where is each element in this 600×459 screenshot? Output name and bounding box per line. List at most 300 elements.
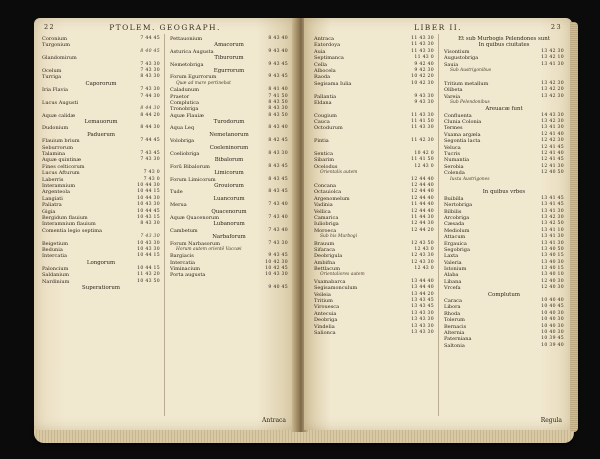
- place-coordinates: 7 43 30: [140, 234, 160, 240]
- place-coordinates: 13 40 15: [541, 253, 564, 259]
- place-coordinates: 13 42 20: [541, 87, 564, 93]
- place-coordinates: 13 40 50: [541, 246, 564, 252]
- place-name: Gigia: [42, 208, 56, 215]
- place-name: Orientaliores autem: [320, 272, 365, 278]
- place-coordinates: 7 43 0: [143, 176, 160, 182]
- place-name: Cella: [314, 61, 327, 68]
- place-name: Brauum: [314, 240, 335, 247]
- place-name: Segisama Iulia: [314, 80, 352, 87]
- place-coordinates: 9 43 45: [268, 61, 288, 67]
- place-name: Virouesca: [314, 304, 340, 311]
- place-name: Octauiolca: [314, 189, 342, 196]
- place-name: Sentica: [314, 151, 333, 158]
- place-name: Iuliobriga: [314, 221, 339, 228]
- place-name: Libora: [444, 304, 461, 311]
- place-name: Seburrorum: [42, 144, 73, 151]
- place-name: Argenomelum: [314, 195, 350, 202]
- place-name: Turriga: [42, 74, 62, 81]
- place-coordinates: 10 40 45: [541, 304, 564, 310]
- place-coordinates: 12 41 40: [541, 131, 564, 137]
- place-coordinates: 8 44 20: [140, 112, 160, 118]
- place-coordinates: 10 43 30: [137, 202, 160, 208]
- place-name: Bilbilis: [444, 208, 462, 215]
- place-coordinates: 12 40 30: [541, 285, 564, 291]
- place-name: Orientalis autem: [320, 170, 358, 176]
- place-coordinates: 10 42 30: [265, 259, 288, 265]
- place-coordinates: 7 43 40: [268, 227, 288, 233]
- place-name: Limicorum: [214, 170, 244, 177]
- place-coordinates: 7 41 50: [268, 93, 288, 99]
- place-name: Concana: [314, 182, 337, 189]
- place-name: Forum Limicorum: [170, 176, 216, 183]
- place-name: Veileia: [314, 291, 331, 298]
- place-name: Paliatra: [42, 202, 62, 209]
- place-name: Aquæ Flauiæ: [170, 112, 204, 119]
- place-name: Confluenta: [444, 112, 472, 119]
- place-name: Egurrorum: [213, 67, 245, 74]
- place-name: Complutica: [170, 99, 199, 106]
- place-name: Lubanorum: [213, 221, 245, 228]
- right-page: [304, 18, 572, 430]
- place-name: Turodorum: [213, 119, 245, 126]
- place-coordinates: 12 43 30: [411, 253, 434, 259]
- place-coordinates: 13 43 45: [411, 298, 434, 304]
- place-name: Intercatia: [170, 259, 195, 266]
- place-name: Bernacis: [444, 323, 467, 330]
- place-coordinates: 12 44 30: [411, 221, 434, 227]
- place-name: Capororum: [85, 80, 117, 87]
- place-coordinates: 9 43 30: [414, 99, 434, 105]
- place-name: Aquæ Quacenorum: [170, 214, 219, 221]
- place-name: Talamina: [42, 151, 66, 158]
- place-name: Langiati: [42, 195, 63, 202]
- place-coordinates: 11 41 50: [411, 157, 434, 163]
- page-edges-right: [570, 22, 578, 432]
- place-coordinates: 10 44 15: [137, 266, 160, 272]
- place-name: Amacorum: [214, 42, 244, 49]
- place-coordinates: 12 40 30: [541, 278, 564, 284]
- section-heading: [42, 285, 160, 291]
- left-column-rule: [164, 34, 165, 416]
- place-coordinates: 8 43 45: [268, 163, 288, 169]
- place-name: Sauia: [444, 61, 459, 68]
- place-name: Alaba: [444, 272, 459, 279]
- place-coordinates: 12 44 20: [411, 227, 434, 233]
- place-coordinates: 10 44 30: [137, 182, 160, 188]
- place-name: Forum Narbasorum: [170, 240, 221, 247]
- place-name: Ocelodus: [314, 163, 338, 170]
- place-name: Sub Austrigonibus: [450, 67, 492, 73]
- place-name: Salionca: [314, 329, 336, 336]
- place-name: Narbaforum: [212, 234, 246, 241]
- place-name: Paduerum: [87, 131, 115, 138]
- place-coordinates: 8 43 30: [268, 106, 288, 112]
- place-name: Bergidum flauium: [42, 214, 88, 221]
- place-name: Horum autem orientē Vaccæi: [176, 246, 242, 252]
- place-coordinates: 13 42 30: [541, 214, 564, 220]
- left-page-number: 22: [44, 23, 56, 31]
- place-name: Pallantia: [314, 93, 337, 100]
- place-name: Laberris: [42, 176, 64, 183]
- right-column-1: [314, 36, 434, 336]
- place-name: Segisamonculum: [314, 285, 358, 292]
- place-coordinates: 13 43 30: [411, 310, 434, 316]
- place-coordinates: 8 40 45: [140, 48, 160, 54]
- place-coordinates: 9 43 40: [268, 48, 288, 54]
- place-coordinates: 10 44 45: [137, 208, 160, 214]
- place-coordinates: 8 43 45: [268, 176, 288, 182]
- place-name: Deobriga: [314, 317, 338, 324]
- place-name: Antecuia: [314, 310, 337, 317]
- place-name: Ambifna: [314, 259, 336, 266]
- place-name: Merua: [170, 202, 187, 209]
- place-coordinates: 10 40 30: [541, 310, 564, 316]
- place-coordinates: 13 41 45: [541, 202, 564, 208]
- place-name: Segobriga: [444, 246, 470, 253]
- place-coordinates: 13 42 10: [541, 55, 564, 61]
- place-coordinates: 12 44 40: [411, 176, 434, 182]
- right-page-number: 23: [550, 23, 562, 31]
- place-name: In quibus vrbes: [482, 189, 526, 196]
- place-coordinates: 7 43 30: [140, 61, 160, 67]
- place-coordinates: 12 41 40: [541, 151, 564, 157]
- place-name: Et sub Murbogis Pelendones sunt: [458, 36, 550, 42]
- place-name: Mediolum: [444, 227, 470, 234]
- place-name: Cougium: [314, 112, 337, 119]
- place-name: Nardinium: [42, 278, 70, 285]
- place-name: Pettauonium: [170, 36, 203, 42]
- place-name: Caraca: [444, 298, 462, 305]
- place-name: Eldana: [314, 99, 332, 106]
- place-name: Auia: [314, 48, 326, 55]
- place-name: Interamnium: [42, 182, 76, 189]
- left-column-1: [42, 36, 160, 292]
- place-name: Sub his Murbogi: [320, 234, 358, 240]
- place-coordinates: 7 43 30: [140, 87, 160, 93]
- place-coordinates: 8 43 30: [140, 221, 160, 227]
- place-name: Deobrigula: [314, 253, 343, 260]
- place-name: Laxta: [444, 253, 459, 260]
- place-coordinates: 7 43 40: [268, 202, 288, 208]
- place-entry: [444, 343, 564, 349]
- place-name: Tritium: [314, 298, 333, 305]
- place-coordinates: 12 44 40: [411, 189, 434, 195]
- place-coordinates: 11 43 0: [414, 55, 434, 61]
- place-name: Forum Egurrorum: [170, 74, 217, 81]
- place-coordinates: 13 43 30: [411, 329, 434, 335]
- place-name: Numantia: [444, 157, 470, 164]
- place-coordinates: 10 40 30: [541, 329, 564, 335]
- place-name: Intercatia: [42, 253, 67, 260]
- place-name: Nemetanorum: [209, 131, 249, 138]
- place-coordinates: 12 42 30: [541, 138, 564, 144]
- place-name: Flauium brium: [42, 138, 80, 145]
- place-name: Iuxta Austrigones: [450, 176, 490, 182]
- place-name: Quæ ad mare pertinebat: [176, 80, 231, 86]
- place-name: Forū Bibalorum: [170, 163, 210, 170]
- place-coordinates: 13 40 30: [541, 259, 564, 265]
- place-name: Beigetium: [42, 240, 68, 247]
- left-column-2: [170, 36, 288, 292]
- place-name: Asturica Augusta: [170, 48, 214, 55]
- place-name: Areuacæ funt: [485, 106, 523, 113]
- place-coordinates: 8 43 50: [268, 99, 288, 105]
- place-coordinates: 11 43 30: [411, 48, 434, 54]
- place-coordinates: 13 41 30: [541, 208, 564, 214]
- place-name: Vareia: [444, 93, 461, 100]
- place-name: Paterniana: [444, 336, 472, 343]
- place-name: Alternia: [444, 329, 465, 336]
- place-coordinates: 13 42 30: [541, 80, 564, 86]
- left-running-head: [42, 23, 288, 35]
- place-name: Vxama argæla: [444, 131, 481, 138]
- left-page: [34, 18, 296, 430]
- place-name: Cambetum: [170, 227, 198, 234]
- place-coordinates: 13 44 20: [411, 291, 434, 297]
- place-name: Segontia lacta: [444, 138, 481, 145]
- place-coordinates: 12 40 50: [541, 170, 564, 176]
- place-name: Tude: [170, 189, 183, 196]
- place-name: Eatordoya: [314, 42, 341, 49]
- place-name: Caladunum: [170, 87, 199, 94]
- place-name: Comentia legio septima: [42, 227, 102, 234]
- place-coordinates: 12 41 30: [541, 163, 564, 169]
- place-coordinates: 7 43 30: [140, 67, 160, 73]
- place-name: Vellica: [314, 208, 331, 215]
- place-name: Vindelia: [314, 323, 335, 330]
- place-name: Antraca: [314, 36, 334, 42]
- place-name: Vxamabarca: [314, 278, 346, 285]
- place-coordinates: 8 44 30: [140, 106, 160, 112]
- place-name: Rhoda: [444, 310, 461, 317]
- place-name: Valeria: [444, 259, 462, 266]
- place-name: Interamnium flauium: [42, 221, 96, 228]
- place-coordinates: 13 44 40: [411, 285, 434, 291]
- place-name: Lucus Augusti: [42, 99, 79, 106]
- place-coordinates: 12 44 40: [411, 195, 434, 201]
- place-coordinates: 9 43 45: [268, 74, 288, 80]
- place-coordinates: 13 43 30: [411, 323, 434, 329]
- place-name: Bargiacis: [170, 253, 194, 260]
- place-name: Bibalorum: [214, 157, 244, 164]
- place-name: Augustobriga: [444, 55, 479, 62]
- place-name: Cauca: [314, 119, 330, 126]
- place-name: Coeliobriga: [170, 151, 200, 158]
- place-name: Nemetobriga: [170, 61, 204, 68]
- place-name: Grouiorum: [214, 182, 244, 189]
- place-coordinates: 11 44 40: [411, 202, 434, 208]
- place-coordinates: 10 42 30: [411, 80, 434, 86]
- place-name: Paloncium: [42, 266, 69, 273]
- place-coordinates: 13 43 45: [411, 304, 434, 310]
- place-name: Tronobriga: [170, 106, 199, 113]
- place-name: Saldanium: [42, 272, 69, 279]
- place-coordinates: 10 44 15: [137, 253, 160, 259]
- place-name: Octodurum: [314, 125, 343, 132]
- place-name: Lucus Afturum: [42, 170, 80, 177]
- place-coordinates: 7 44 30: [140, 93, 160, 99]
- place-name: Iria Flavia: [42, 87, 68, 94]
- place-name: Raoda: [314, 74, 331, 81]
- place-coordinates: 12 43 30: [411, 259, 434, 265]
- place-name: Albocela: [314, 67, 336, 74]
- place-coordinates: 12 43 0: [414, 246, 434, 252]
- place-coordinates: 11 42 30: [411, 138, 434, 144]
- right-catchword: Regula: [540, 417, 562, 424]
- place-coordinates: 13 42 30: [541, 48, 564, 54]
- place-name: Clunia Colonia: [444, 119, 482, 126]
- place-coordinates: 13 40 10: [541, 272, 564, 278]
- place-name: Lemauorum: [84, 119, 118, 126]
- place-name: Attacum: [444, 234, 466, 241]
- place-name: Porta augusta: [170, 272, 206, 279]
- place-name: Superatiorum: [82, 285, 120, 292]
- place-coordinates: 10 39 45: [541, 336, 564, 342]
- place-coordinates: 11 43 30: [411, 36, 434, 41]
- place-coordinates: 10 40 30: [541, 317, 564, 323]
- place-name: Aquæ quintinæ: [42, 157, 82, 164]
- place-coordinates: 7 44 45: [140, 138, 160, 144]
- place-coordinates: 12 44 40: [411, 208, 434, 214]
- place-coordinates: 7 43 30: [140, 157, 160, 163]
- place-coordinates: 13 41 45: [541, 195, 564, 201]
- place-name: Saltonia: [444, 342, 465, 349]
- place-name: Aquæ calidæ: [42, 112, 76, 119]
- place-name: Sifaraca: [314, 246, 336, 253]
- place-coordinates: 10 42 45: [265, 266, 288, 272]
- place-coordinates: 10 43 30: [137, 246, 160, 252]
- place-coordinates: 8 43 45: [268, 189, 288, 195]
- place-coordinates: 10 39 40: [541, 342, 564, 348]
- place-coordinates: 8 42 45: [268, 138, 288, 144]
- right-head-title: LIBER II.: [414, 23, 462, 32]
- place-coordinates: 13 42 50: [541, 221, 564, 227]
- place-coordinates: 10 40 40: [541, 298, 564, 304]
- place-coordinates: 11 43 30: [411, 42, 434, 48]
- place-name: Ocelum: [42, 67, 62, 74]
- place-name: Longorum: [86, 259, 116, 266]
- place-entry: [314, 330, 434, 336]
- right-column-rule: [438, 34, 439, 416]
- place-name: Ergauica: [444, 240, 467, 247]
- place-name: Sibarim: [314, 157, 334, 164]
- place-name: Septimanca: [314, 55, 344, 62]
- place-name: Nertobriga: [444, 202, 473, 209]
- place-coordinates: 7 43 45: [140, 151, 160, 157]
- place-name: Complutum: [488, 291, 520, 298]
- place-name: Praetor: [170, 93, 190, 100]
- place-coordinates: 14 43 30: [541, 112, 564, 118]
- place-name: In quibus ciuitates: [478, 42, 530, 49]
- place-coordinates: 10 43 15: [137, 214, 160, 220]
- place-name: Istonium: [444, 266, 467, 273]
- place-name: Volobriga: [170, 138, 195, 145]
- place-coordinates: 12 43 50: [411, 240, 434, 246]
- place-name: Turgonium: [42, 42, 70, 49]
- place-coordinates: 8 44 30: [140, 125, 160, 131]
- place-coordinates: 11 44 30: [411, 214, 434, 220]
- place-coordinates: 8 43 30: [140, 74, 160, 80]
- place-coordinates: 10 42 20: [411, 74, 434, 80]
- place-coordinates: 12 43 0: [414, 163, 434, 169]
- place-coordinates: 12 44 40: [411, 182, 434, 188]
- place-coordinates: 12 41 45: [541, 157, 564, 163]
- place-coordinates: 8 43 40: [268, 125, 288, 131]
- place-name: Quacenorum: [211, 208, 247, 215]
- place-coordinates: 10 43 50: [137, 278, 160, 284]
- right-column-2: [444, 36, 564, 349]
- place-coordinates: 9 42 30: [414, 67, 434, 73]
- place-name: Camarica: [314, 214, 339, 221]
- place-coordinates: 10 40 30: [541, 323, 564, 329]
- place-coordinates: 7 43 40: [268, 214, 288, 220]
- place-name: Buibilla: [444, 195, 464, 202]
- place-name: Libana: [444, 278, 462, 285]
- place-coordinates: 13 41 10: [541, 227, 564, 233]
- place-coordinates: 13 42 30: [541, 119, 564, 125]
- place-name: Viminacium: [170, 266, 201, 273]
- place-coordinates: 9 43 30: [414, 93, 434, 99]
- place-coordinates: 13 42 30: [541, 93, 564, 99]
- place-coordinates: 13 41 30: [541, 234, 564, 240]
- place-coordinates: 8 43 50: [268, 112, 288, 118]
- place-coordinates: 7 43 0: [143, 170, 160, 176]
- place-coordinates: 11 43 20: [137, 272, 160, 278]
- place-coordinates: 13 40 15: [541, 266, 564, 272]
- place-coordinates: 11 43 30: [411, 112, 434, 118]
- place-name: Pintia: [314, 138, 329, 145]
- place-name: Bedunia: [42, 246, 63, 253]
- place-name: Arcobriga: [444, 214, 470, 221]
- place-coordinates: 13 43 30: [411, 317, 434, 323]
- place-coordinates: 10 43 30: [137, 240, 160, 246]
- place-name: Fines celticorum: [42, 163, 85, 170]
- place-name: Coronium: [42, 36, 68, 42]
- place-coordinates: 10 44 15: [137, 189, 160, 195]
- place-coordinates: 10 44 30: [137, 195, 160, 201]
- place-name: Bettlacum: [314, 266, 340, 273]
- place-coordinates: 10 43 30: [265, 272, 288, 278]
- place-coordinates: 7 43 30: [268, 240, 288, 246]
- place-name: Vrcefa: [444, 285, 461, 292]
- left-head-title: PTOLEM. GEOGRAPH.: [109, 23, 221, 32]
- place-coordinates: 9 40 45: [268, 285, 288, 291]
- place-name: Veluca: [444, 144, 461, 151]
- place-coordinates: 7 44 45: [140, 36, 160, 41]
- place-coordinates: 8 43 40: [268, 36, 288, 41]
- place-name: Colenda: [444, 170, 465, 177]
- place-coordinates: 12 41 45: [541, 144, 564, 150]
- place-name: Argenteola: [42, 189, 70, 196]
- place-coordinates: 8 43 30: [268, 151, 288, 157]
- place-coordinates: 12 43 0: [414, 266, 434, 272]
- place-name: Cæsada: [444, 221, 465, 228]
- place-name: Serobia: [444, 163, 464, 170]
- open-book: [22, 18, 578, 443]
- place-name: Tiburorum: [214, 55, 244, 62]
- place-name: Tritium metallum: [444, 80, 489, 87]
- place-coordinates: 11 43 30: [411, 125, 434, 131]
- place-name: Dudonium: [42, 125, 69, 132]
- place-name: Moroeca: [314, 227, 337, 234]
- place-coordinates: 13 41 30: [541, 125, 564, 131]
- place-coordinates: 13 41 30: [541, 240, 564, 246]
- place-coordinates: 10 42 0: [414, 151, 434, 157]
- place-name: Coeleninorum: [209, 144, 249, 151]
- place-name: Olibeta: [444, 87, 463, 94]
- place-entry: [170, 285, 288, 291]
- place-name: Luancorum: [213, 195, 245, 202]
